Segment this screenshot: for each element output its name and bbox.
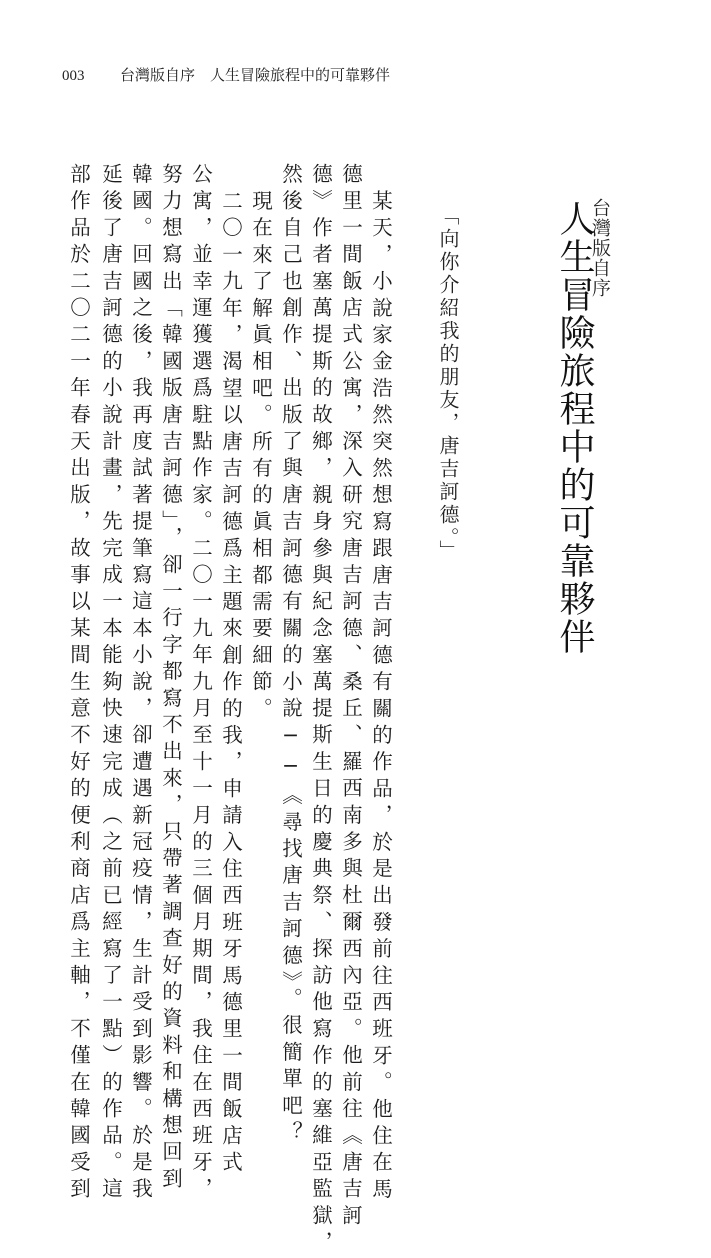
body-column: 然後自己也創作、出版了與唐吉訶德有關的小說──《尋找唐吉訶德》。很簡單吧？ — [278, 163, 303, 1148]
body-column: 延後了唐吉訶德的小說計畫，先完成一本能夠快速完成（之前已經寫了一點）的作品。這 — [98, 163, 123, 1205]
chapter-title: 人生冒險旅程中的可靠夥伴 — [554, 200, 595, 656]
body-column: 德里一間飯店式公寓，深入研究唐吉訶德、桑丘、羅西南多與杜爾西內亞。他前往《唐吉訶 — [338, 163, 363, 1231]
body-column: 努力想寫出「韓國版唐吉訶德」，卻一行字都寫不出來，只帶著調查好的資料和構想回到 — [158, 163, 183, 1195]
body-column: 公寓，並幸運獲選爲駐點作家。二〇一九年九月至十一月的三個月期間，我住在西班牙， — [188, 163, 213, 1205]
body-column: 韓國。回國之後，我再度試著提筆寫這本小說，卻遭遇新冠疫情，生計受到影響。於是我 — [128, 163, 153, 1205]
running-title: 台灣版自序 人生冒險旅程中的可靠夥伴 — [120, 68, 391, 84]
section-label: 台灣版自序 — [589, 198, 611, 298]
body-column: 二〇一九年，渴望以唐吉訶德爲主題來創作的我，申請入住西班牙馬德里一間飯店式 — [218, 190, 243, 1178]
page-number: 003 — [62, 68, 85, 84]
body-column: 現在來了解眞相吧。所有的眞相都需要細節。 — [248, 190, 273, 724]
epigraph: 「向你介紹我的朋友，唐吉訶德。」 — [436, 205, 460, 563]
body-column: 部作品於二〇二一年春天出版，故事以某間生意不好的便利商店爲主軸，不僅在韓國受到 — [66, 163, 91, 1205]
body-column: 德》作者塞萬提斯的故鄉，親身參與紀念塞萬提斯生日的慶典祭、探訪他寫作的塞維亞監獄， — [308, 163, 333, 1258]
running-header — [62, 64, 390, 85]
body-column: 某天，小說家金浩然突然想寫跟唐吉訶德有關的作品，於是出發前往西班牙。他住在馬 — [368, 190, 393, 1205]
